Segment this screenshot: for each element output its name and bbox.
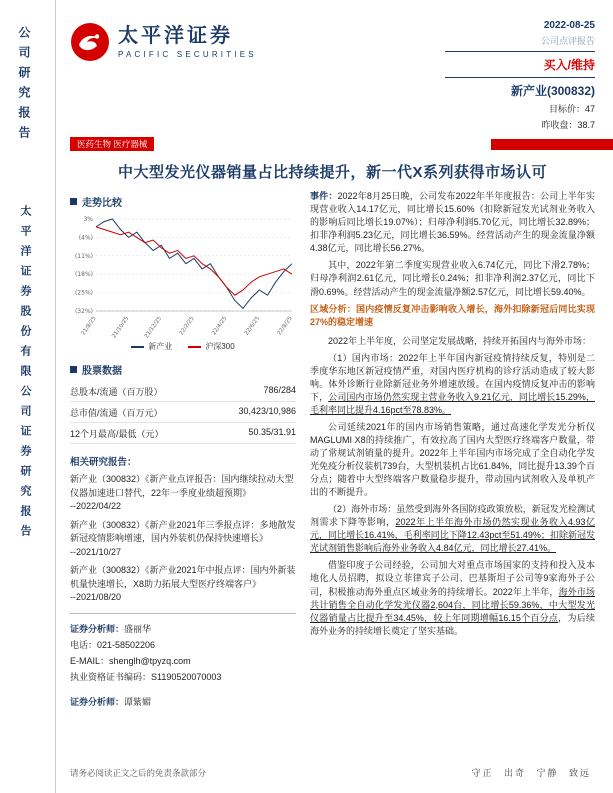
text-segment: 2022年上半年海外市场仍然实现业务收入4.93亿元，同比增长16.41%，毛利率同比下降12.43pct至51.49%；扣除新冠发光试剂销售影响后海外业务收入4.84亿元，同比增长27.41%。 — [310, 517, 595, 554]
stock-data-label: 总市值/流通（百万元） — [70, 407, 163, 418]
related-report-item — [70, 519, 296, 560]
legend-swatch — [131, 346, 144, 348]
text-segment: 公司延续2021年的国内市场销售策略，通过高速化学发光分析仪MAGLUMI X8的持续推广，有效拉高了国内大型医疗终端客户数量，带动了常规试剂销量的提升。2022年上半年国内市场完成了全自动化学发光免疫分析仪装机739台，大型机装机占比61.84%，同比提升13.39个百分点；随着中大型终端客户数量稳步提升，带动国内试剂收入及单机产出的不断提升。 — [310, 421, 595, 498]
body-paragraph — [310, 352, 595, 417]
analyst-block — [70, 622, 296, 708]
stock-data-rows — [70, 381, 296, 444]
trend-chart — [70, 213, 296, 339]
svg-text:22/4/25: 22/4/25 — [211, 315, 229, 337]
sidebar-report-category: 公司研究报告 — [17, 26, 31, 146]
text-segment: 其中，2022年第二季度实现营业收入6.74亿元，同比下滑2.78%；归母净利润2.61亿元，同比增长0.24%；扣非净利润2.37亿元，同比下滑0.69%。经营活动产生的现金流量净额2.57亿元，同比增长59.40%。 — [310, 260, 595, 297]
event-label: 事件： — [310, 191, 338, 202]
svg-text:21/10/25: 21/10/25 — [111, 315, 131, 340]
svg-text:(11%): (11%) — [74, 252, 93, 260]
analyst-line — [70, 695, 296, 708]
meta-divider — [445, 51, 595, 52]
sidebar-company-line: 太平洋证券股份有限公司证券研究报告 — [19, 205, 31, 545]
section-divider — [70, 613, 296, 614]
text-segment: （1）国内市场：2022年上半年国内新冠疫情持续反复，特别是二季度华东地区新冠疫情严重，对国内医疗机构的诊疗活动造成了较大影响。体外诊断行业除新冠业务外增速放缓。在国内疫情反复冲击的影响下， — [310, 352, 595, 402]
trend-section-header — [70, 194, 296, 209]
meta-divider — [445, 77, 595, 78]
stock-name: 新产业(300832) — [510, 84, 595, 98]
legend-item — [188, 341, 234, 352]
body-paragraph — [310, 335, 595, 348]
report-date-text: --2021/08/20 — [70, 592, 122, 603]
legend-label: 沪深300 — [205, 342, 235, 352]
stock-data-row — [70, 381, 296, 402]
two-column-layout — [70, 190, 595, 711]
last-close: 昨收盘：38.7 — [541, 120, 595, 130]
text-segment: 海外市场共计销售全自动化学发光仪器2,604台，同比增长59.36%，中大型发光仪器销量占比提升至34.45%，较上年同期增幅16.15个百分点 — [310, 586, 595, 623]
report-title-text: 新产业（300832）《新产业2021年中报点评：国内外新装机量快速增长，X8助力拓展大型医疗终端客户》 — [70, 565, 296, 589]
report-title-text: 新产业（300832）《新产业点评报告：国内继续拉动大型仪器加速进口替代，22年一季度业绩超预期》 — [70, 474, 294, 498]
text-segment: ，为后续海外业务的持续增长奠定了坚实基础。 — [310, 612, 595, 636]
svg-text:(25%): (25%) — [74, 289, 93, 297]
text-segment: 区域分析：国内疫情反复冲击影响收入增长，海外扣除新冠后同比实现27%的稳定增速 — [310, 303, 595, 327]
brand-name-en: PACIFIC SECURITIES — [118, 50, 257, 59]
analyst-label: 证券分析师： — [70, 696, 125, 707]
report-date: 2022-08-25 — [543, 20, 595, 31]
report-title-text: 新产业（300832）《新产业2021年三季报点评：多地散发新冠疫情影响增速，国内外装机仍保持快速增长》 — [70, 519, 296, 544]
related-report-item — [70, 564, 296, 605]
event-paragraph — [310, 190, 595, 255]
target-price: 目标价：47 — [548, 104, 595, 114]
brand-name-cn: 太平洋证券 — [118, 25, 233, 47]
svg-text:21/8/25: 21/8/25 — [80, 315, 98, 337]
stock-data-label: 总股本/流通（百万股） — [70, 386, 163, 397]
body-paragraph — [310, 421, 595, 499]
analysis-paragraphs — [310, 190, 595, 711]
square-bullet-icon — [70, 366, 77, 373]
svg-text:21/12/25: 21/12/25 — [143, 315, 163, 340]
report-main — [55, 0, 613, 793]
analyst-phone: 电话：021-58502206 — [70, 639, 156, 650]
pacific-logo-icon — [70, 22, 110, 62]
report-date-text: --2022/04/22 — [70, 501, 122, 512]
text-segment: 公司国内市场仍然实现主营业务收入9.21亿元，同比增长15.29%，毛利率同比提升4.16pct至78.83%。 — [310, 391, 595, 415]
right-red-bar — [491, 139, 613, 150]
square-bullet-icon — [70, 198, 77, 205]
legend-item — [131, 341, 172, 352]
stock-data-header-label: 股票数据 — [82, 366, 122, 378]
text-segment: （2）海外市场：虽然受到海外各国防疫政策放松，新冠发光检测试剂需求下降等影响， — [310, 504, 595, 528]
svg-text:22/2/25: 22/2/25 — [178, 315, 196, 337]
related-report-list — [70, 473, 296, 605]
related-report-item — [70, 473, 296, 514]
company-motto: 守正 出奇 宁静 致远 — [471, 768, 591, 778]
stock-data-label: 12个月最高/最低（元） — [70, 428, 164, 439]
rating-badge: 买入/维持 — [543, 58, 595, 72]
report-type: 公司点评报告 — [540, 36, 595, 46]
brand-logo — [70, 20, 257, 64]
analyst-label: 证券分析师： — [70, 623, 125, 634]
report-date-text: --2021/10/27 — [70, 546, 122, 557]
svg-text:(4%): (4%) — [78, 234, 93, 242]
stock-data-value: 786/284 — [263, 384, 296, 395]
svg-text:(18%): (18%) — [74, 271, 93, 279]
left-column — [70, 190, 296, 711]
stock-data-header — [70, 362, 296, 377]
analyst-email: E-MAIL：shenglh@tpyzq.com — [70, 655, 191, 666]
disclaimer-note: 请务必阅读正文之后的免责条款部分 — [70, 768, 207, 778]
chart-legend — [70, 341, 296, 352]
body-paragraph — [310, 559, 595, 637]
text-segment: 借鉴印度子公司经验，公司加大对重点市场国家的支持和投入及本地化人员招聘，拟设立菲律宾子公司、巴基斯坦子公司等9家海外子公司，积极推动海外重点区域业务的持续增长。2022年上半年， — [310, 560, 595, 597]
report-header — [70, 0, 595, 131]
legend-label: 新产业 — [148, 342, 173, 352]
analyst-cert: 执业资格证书编码：S1190520070003 — [70, 671, 222, 682]
stock-data-row — [70, 402, 296, 423]
text-segment: 2022年上半年度，公司坚定发展战略，持续开拓国内与海外市场： — [328, 335, 592, 346]
analyst-name: 盛丽华 — [124, 623, 152, 634]
analyst-name: 谭紫媚 — [124, 696, 152, 707]
section-heading — [310, 303, 595, 329]
svg-text:3%: 3% — [83, 216, 93, 224]
analyst-line — [70, 622, 296, 635]
text-segment: 2022年8月25日晚，公司发布2022年半年度报告：公司上半年实现营业收入14.17亿元，同比增长15.60%（扣除新冠发光试剂业务收入的影响后同比增长19.07%）；归母净利润5.70亿元，同比增长32.89%；扣非净利润5.23亿元，同比增长36.59%。经营活动产生的现金流量净额4.38亿元，同比增长56.27%。 — [310, 191, 595, 254]
related-reports-header: 相关研究报告： — [70, 457, 137, 469]
body-paragraph — [310, 503, 595, 555]
report-meta — [445, 20, 595, 131]
left-sidebar — [0, 0, 56, 793]
svg-text:22/8/25: 22/8/25 — [276, 315, 294, 337]
industry-tag: 医药生物 医疗器械 — [70, 137, 154, 151]
tag-row — [70, 137, 595, 151]
trend-header-label: 走势比较 — [82, 198, 122, 210]
stock-data-value: 50.35/31.91 — [248, 426, 296, 437]
svg-text:22/6/25: 22/6/25 — [243, 315, 261, 337]
report-title: 中大型发光仪器销量占比持续提升，新一代X系列获得市场认可 — [117, 164, 547, 182]
legend-swatch — [188, 346, 201, 348]
stock-data-value: 30,423/10,986 — [238, 405, 296, 416]
svg-text:(32%): (32%) — [74, 308, 93, 316]
body-paragraph — [310, 259, 595, 298]
stock-data-row — [70, 423, 296, 444]
